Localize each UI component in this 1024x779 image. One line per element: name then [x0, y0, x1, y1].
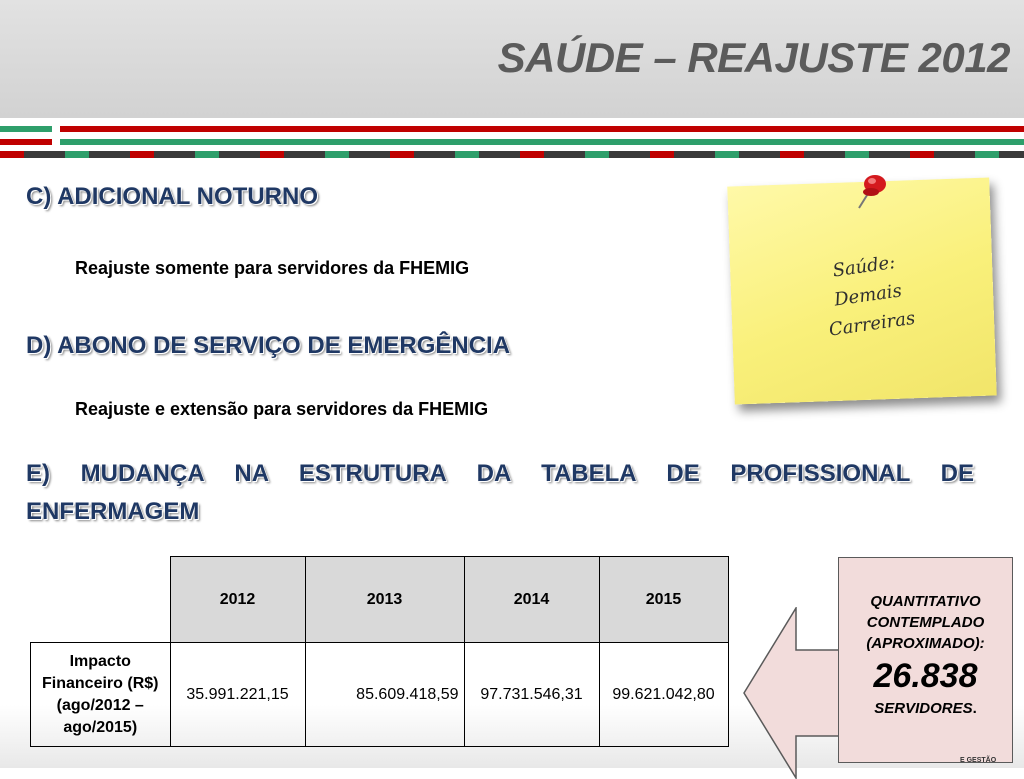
- stripe-dash: [585, 151, 609, 158]
- push-pin-icon: [853, 172, 893, 212]
- stripe-dash: [195, 151, 219, 158]
- stripe-dash: [0, 151, 24, 158]
- stripe-dash: [650, 151, 674, 158]
- quantitative-box: [838, 557, 1013, 763]
- table-row: [31, 643, 729, 747]
- green-stripe-short: [0, 126, 52, 132]
- text-adicional-noturno: Reajuste somente para servidores da FHEMIG: [75, 258, 470, 278]
- financial-impact-table: [30, 556, 729, 747]
- table-cell: 35.991.221,15: [170, 643, 305, 747]
- red-stripe-top: [60, 126, 1024, 132]
- sticky-note-line: Carreiras: [827, 307, 917, 341]
- stripe-dash: [130, 151, 154, 158]
- title-bar: [0, 0, 1024, 118]
- table-corner-cell: [31, 557, 171, 643]
- table-row-label: [31, 643, 171, 747]
- table-cell: 99.621.042,80: [599, 643, 728, 747]
- table-header-cell: 2013: [305, 557, 464, 643]
- quantitative-label-line: (APROXIMADO):: [866, 635, 985, 652]
- sticky-note-line: Saúde:: [831, 252, 897, 282]
- quantitative-label-line: QUANTITATIVO: [870, 593, 981, 610]
- text-abono-emergencia: Reajuste e extensão para servidores da FHEMIG: [75, 399, 489, 419]
- slide-title: SAÚDE – REAJUSTE 2012: [497, 34, 1010, 81]
- stripe-dash: [390, 151, 414, 158]
- stripe-dash: [780, 151, 804, 158]
- heading-abono-emergencia: D) ABONO DE SERVIÇO DE EMERGÊNCIA: [26, 332, 511, 359]
- green-stripe-bottom: [60, 139, 1024, 145]
- row-label-line: Financeiro (R$): [42, 674, 159, 692]
- table-cell: 97.731.546,31: [464, 643, 599, 747]
- red-stripe-short: [0, 139, 52, 145]
- quantitative-label: [839, 591, 1012, 654]
- stripe-dash: [455, 151, 479, 158]
- table-header-cell: 2014: [464, 557, 599, 643]
- sticky-note: [723, 172, 1005, 412]
- quantitative-unit-suffix: .: [972, 700, 977, 717]
- dashed-stripe: [0, 151, 1024, 158]
- row-label-line: (ago/2012 –: [56, 696, 144, 714]
- quantitative-label-line: CONTEMPLADO: [866, 614, 985, 631]
- footer-mark: E GESTÃO: [960, 757, 997, 764]
- sticky-note-line: Demais: [832, 280, 904, 311]
- quantitative-unit-line: [839, 698, 1012, 720]
- table-header-row: [31, 557, 729, 643]
- table-header-cell: 2015: [599, 557, 728, 643]
- heading-adicional-noturno: C) ADICIONAL NOTURNO: [26, 183, 318, 210]
- stripe-dash: [325, 151, 349, 158]
- row-label-line: ago/2015): [63, 718, 138, 736]
- stripe-dash: [715, 151, 739, 158]
- row-label-line: Impacto: [69, 652, 131, 670]
- quantitative-number: 26.838: [873, 657, 978, 695]
- heading-mudanca-line2: ENFERMAGEM: [26, 498, 200, 525]
- stripe-dash: [520, 151, 544, 158]
- quantitative-unit: SERVIDORES: [874, 700, 973, 717]
- stripe-dash: [65, 151, 89, 158]
- stripe-dash: [260, 151, 284, 158]
- table-header-cell: 2012: [170, 557, 305, 643]
- heading-mudanca-line1: E) MUDANÇA NA ESTRUTURA DA TABELA DE PROFISSIONAL DE: [26, 460, 974, 487]
- stripe-dash: [845, 151, 869, 158]
- table-cell: 85.609.418,59: [305, 643, 464, 747]
- left-arrow-icon: [743, 607, 845, 779]
- stripe-dash: [975, 151, 999, 158]
- stripe-dash: [910, 151, 934, 158]
